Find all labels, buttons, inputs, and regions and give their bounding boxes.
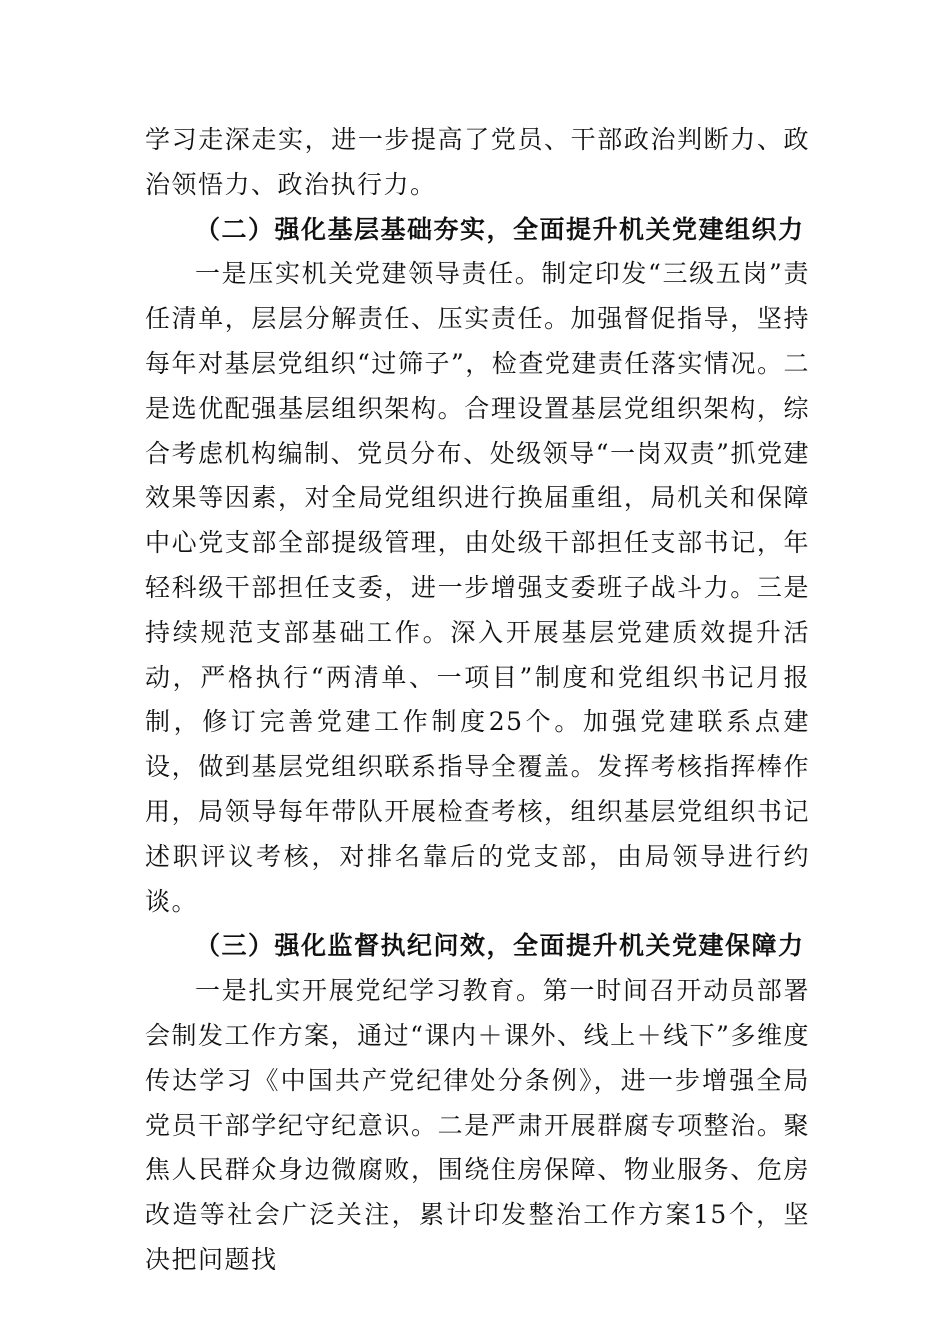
document-body: [145, 118, 810, 1283]
paragraph-organization: 一是压实机关党建领导责任。制定印发“三级五岗”责任清单，层层分解责任、压实责任。加强督促指导，坚持每年对基层党组织“过筛子”，检查党建责任落实情况。二是选优配强基层组织架构。合理设置基层党组织架构，综合考虑机构编制、党员分布、处级领导“一岗双责”抓党建效果等因素，对全局党组织进行换届重组，局机关和保障中心党支部全部提级管理，由处级干部担任支部书记，年轻科级干部担任支委，进一步增强支委班子战斗力。三是持续规范支部基础工作。深入开展基层党建质效提升活动，严格执行“两清单、一项目”制度和党组织书记月报制，修订完善党建工作制度25个。加强党建联系点建设，做到基层党组织联系指导全覆盖。发挥考核指挥棒作用，局领导每年带队开展检查考核，组织基层党组织书记述职评议考核，对排名靠后的党支部，由局领导进行约谈。: [145, 259, 810, 916]
section-heading-2: （二）强化基层基础夯实，全面提升机关党建组织力: [195, 214, 805, 244]
paragraph-continuation: 学习走深走实，进一步提高了党员、干部政治判断力、政治领悟力、政治执行力。: [145, 125, 810, 199]
paragraph-supervision: 一是扎实开展党纪学习教育。第一时间召开动员部署会制发工作方案，通过“课内＋课外、线上＋线下”多维度传达学习《中国共产党纪律处分条例》，进一步增强全局党员干部学纪守纪意识。二是严肃开展群腐专项整治。聚焦人民群众身边微腐败，围绕住房保障、物业服务、危房改造等社会广泛关注，累计印发整治工作方案15个，坚决把问题找: [145, 976, 810, 1274]
section-heading-3: （三）强化监督执纪问效，全面提升机关党建保障力: [195, 931, 805, 961]
